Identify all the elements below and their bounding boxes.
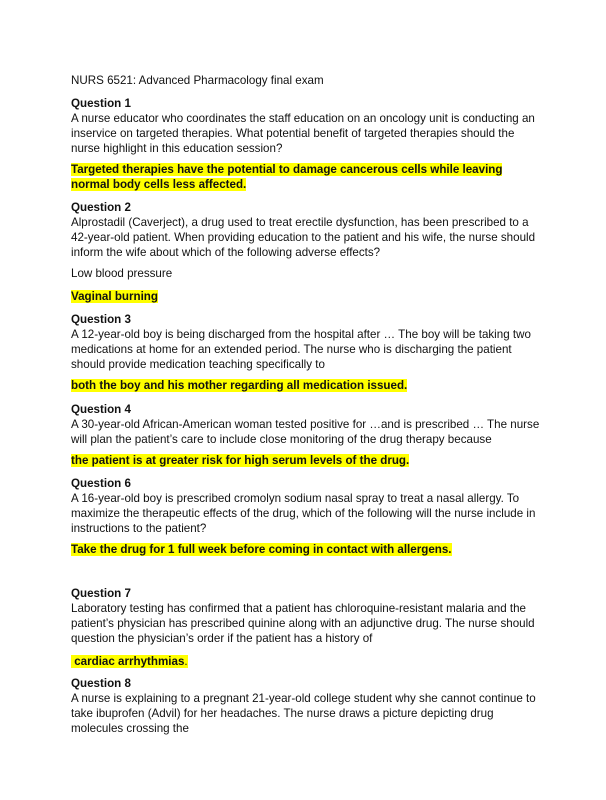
answer-highlight: Take the drug for 1 full week before coming in contact with allergens. xyxy=(71,543,452,556)
answer-highlight: cardiac arrhythmias xyxy=(71,655,185,668)
question-text: Alprostadil (Caverject), a drug used to treat erectile dysfunction, has been prescribed to a 42-year-old patient. When providing education to the patient and his wife, the nurse should inform the wife about which of the following adverse effects? xyxy=(71,216,536,259)
question-text: A 30-year-old African-American woman tested positive for …and is prescribed … The nurse will plan the patient’s care to include close monitoring of the drug therapy because xyxy=(71,418,540,446)
question-heading: Question 6 xyxy=(71,477,131,490)
question-text: A nurse educator who coordinates the staff education on an oncology unit is conducting an inservice on targeted therapies. What potential benefit of targeted therapies should the nurse highlight in this education session? xyxy=(71,112,535,155)
question-7 xyxy=(71,586,541,646)
answer xyxy=(71,453,541,468)
answer-option: Low blood pressure xyxy=(71,267,173,280)
question-heading: Question 3 xyxy=(71,313,131,326)
question-8 xyxy=(71,676,541,736)
question-heading: Question 8 xyxy=(71,677,131,690)
question-text: A nurse is explaining to a pregnant 21-year-old college student why she cannot continue to take ibuprofen (Advil) for her headaches. The nurse draws a picture depicting drug molecules crossing the xyxy=(71,692,536,735)
answer xyxy=(71,162,541,192)
answer xyxy=(71,654,541,669)
question-3 xyxy=(71,312,541,372)
question-4 xyxy=(71,402,541,447)
answer-highlight: Targeted therapies have the potential to damage cancerous cells while leaving normal body cells less affected. xyxy=(71,163,503,191)
answer-highlight: both the boy and his mother regarding all medication issued. xyxy=(71,379,408,392)
question-text: Laboratory testing has confirmed that a patient has chloroquine-resistant malaria and the patient’s physician has prescribed quinine along with an adjunctive drug. The nurse should question the physician’s order if the patient has a history of xyxy=(71,602,535,645)
question-heading: Question 4 xyxy=(71,403,131,416)
answer xyxy=(71,542,541,557)
question-text: A 12-year-old boy is being discharged from the hospital after … The boy will be taking two medications at home for an extended period. The nurse who is discharging the patient should provide medication teaching specifically to xyxy=(71,328,531,371)
answer xyxy=(71,289,541,304)
question-6 xyxy=(71,476,541,536)
question-1 xyxy=(71,96,541,156)
answer-highlight: Vaginal burning xyxy=(71,290,158,303)
question-text: A 16-year-old boy is prescribed cromolyn sodium nasal spray to treat a nasal allergy. To maximize the therapeutic effects of the drug, which of the following will the nurse include in instructions to the patient? xyxy=(71,492,536,535)
question-heading: Question 1 xyxy=(71,97,131,110)
answer xyxy=(71,378,541,393)
question-heading: Question 7 xyxy=(71,587,131,600)
question-heading: Question 2 xyxy=(71,201,131,214)
answer-suffix: . xyxy=(184,655,188,668)
answer-highlight: the patient is at greater risk for high serum levels of the drug. xyxy=(71,454,410,467)
question-2 xyxy=(71,200,541,260)
document-title: NURS 6521: Advanced Pharmacology final exam xyxy=(71,74,324,87)
